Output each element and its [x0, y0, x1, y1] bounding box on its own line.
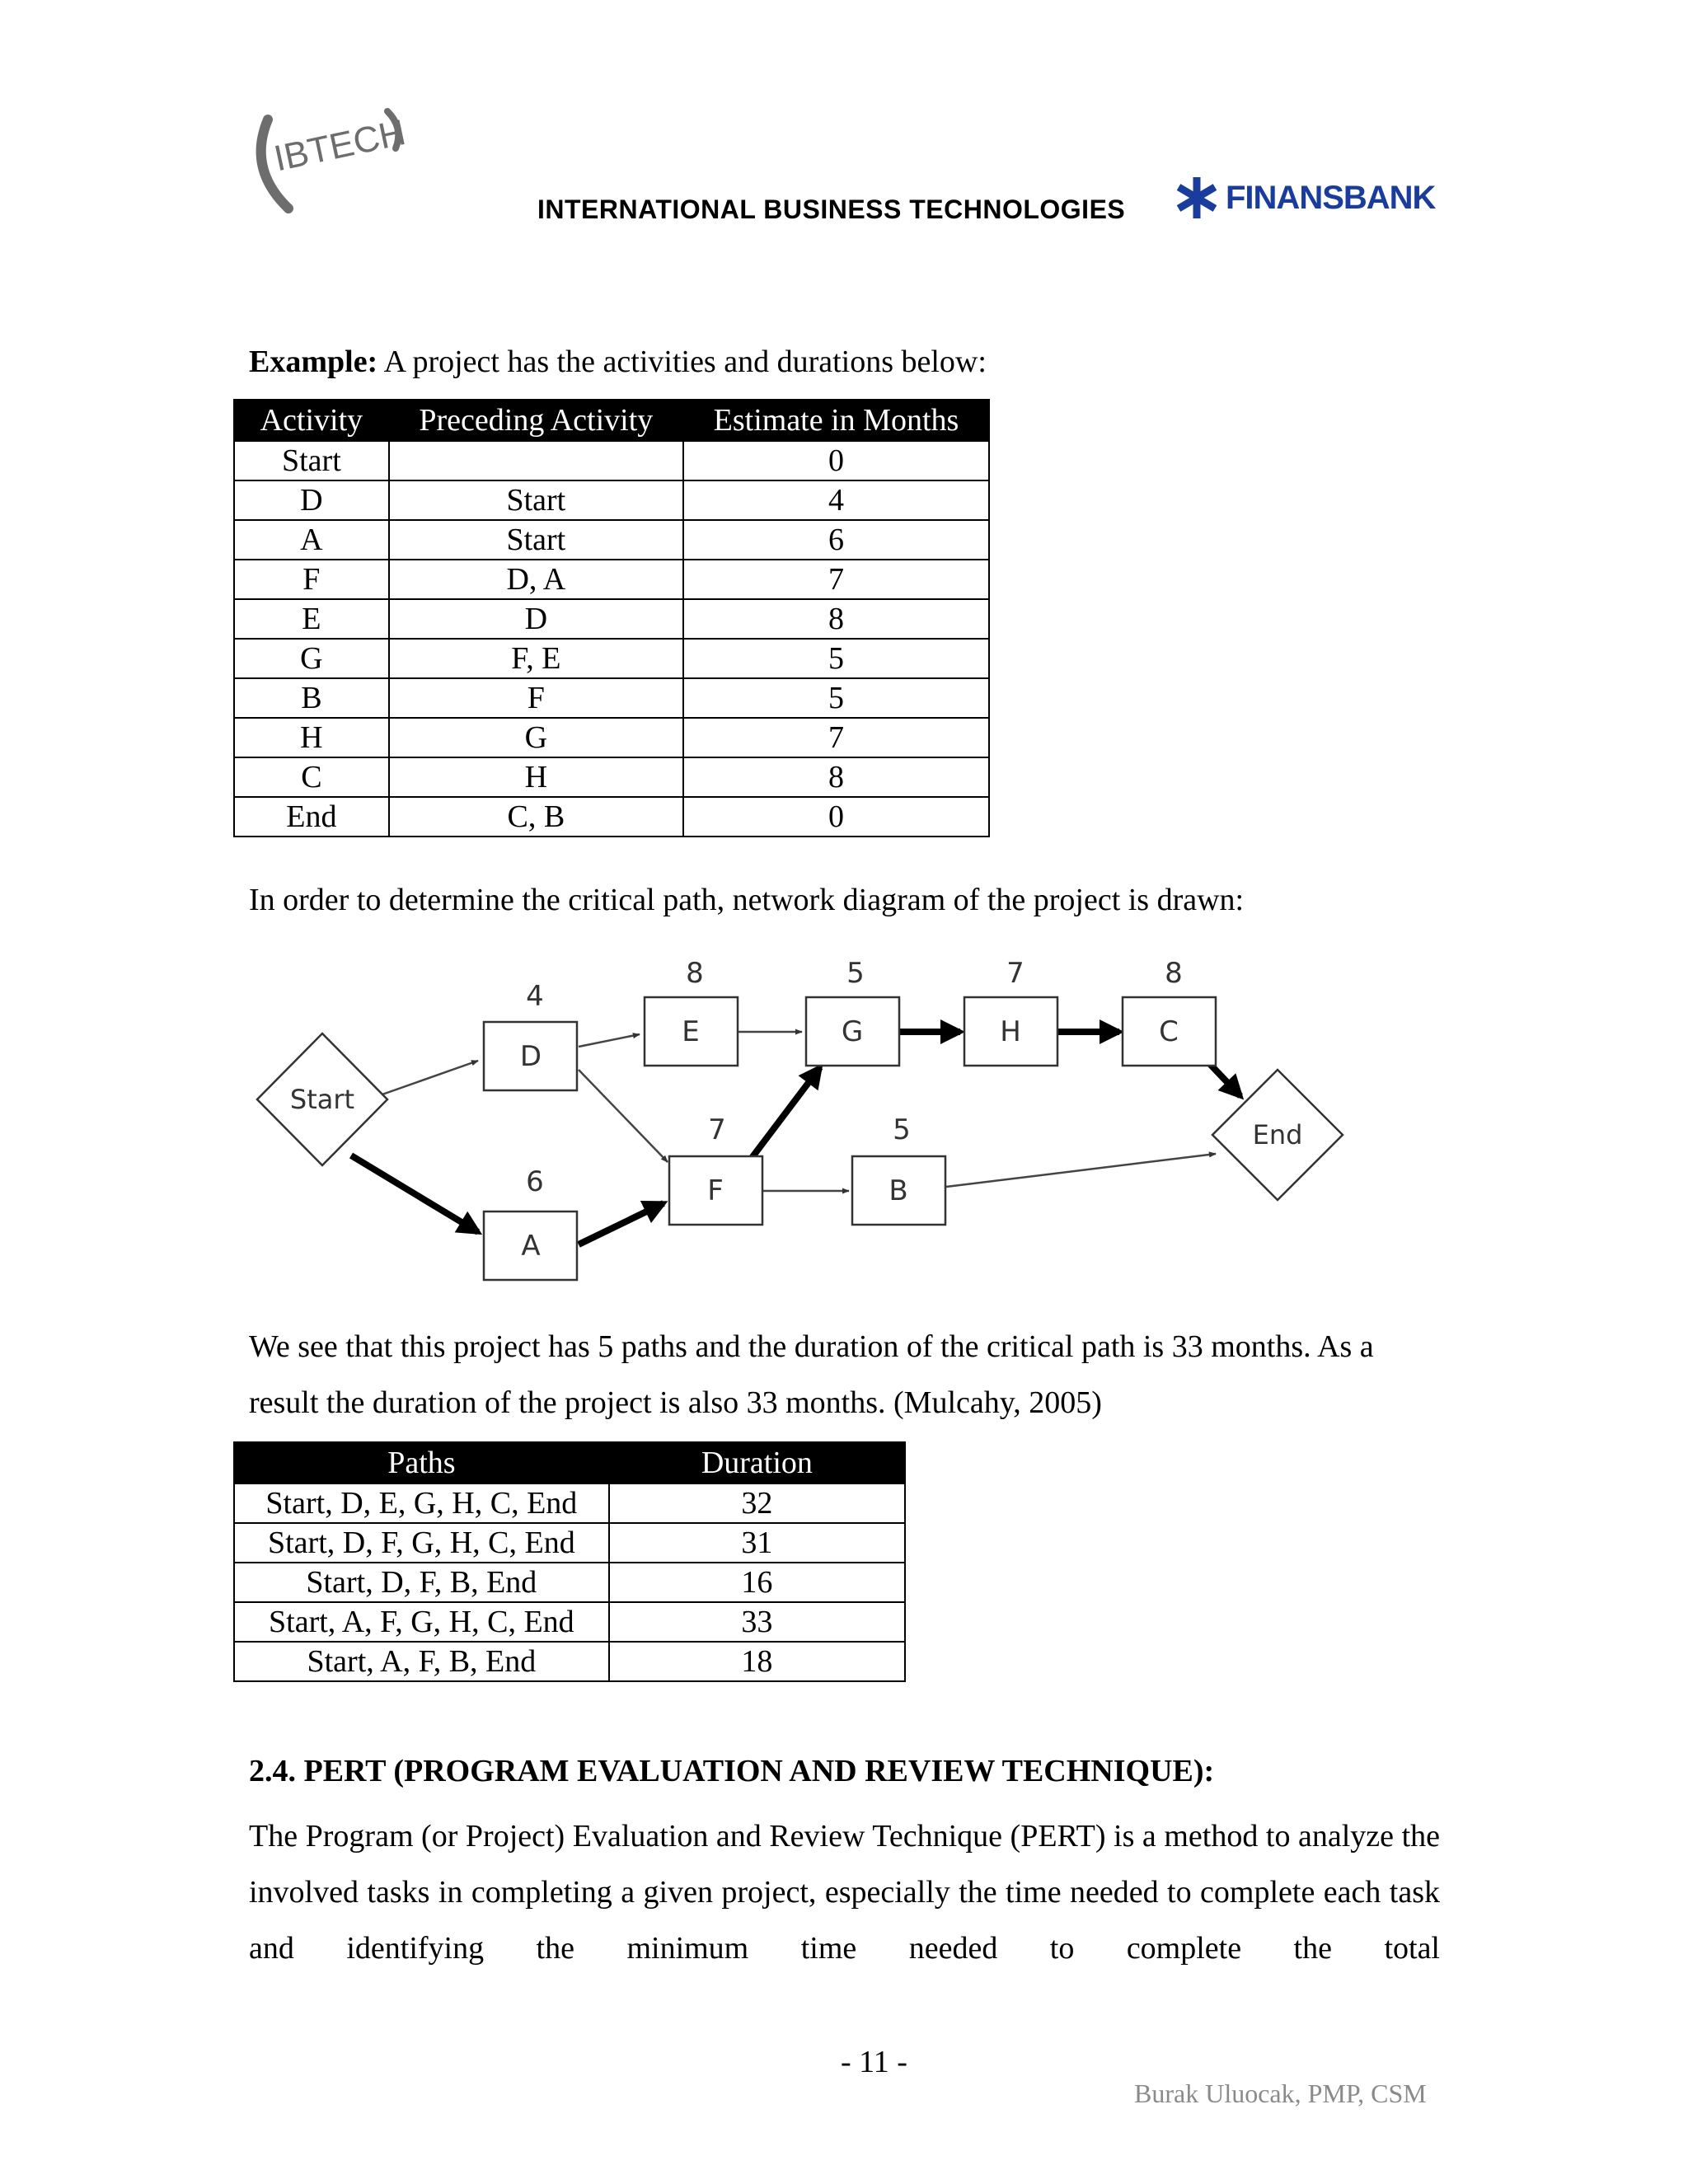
table-cell: D	[389, 599, 683, 639]
section-heading: 2.4. PERT (PROGRAM EVALUATION AND REVIEW TECHNIQUE):	[249, 1754, 1215, 1788]
table-cell: F	[234, 560, 389, 599]
table-cell: Start, A, F, B, End	[234, 1642, 609, 1681]
table-row	[234, 1523, 905, 1563]
table-row	[234, 441, 989, 480]
node-f-label: F	[707, 1174, 724, 1207]
table-cell: Start, A, F, G, H, C, End	[234, 1602, 609, 1642]
table-cell: A	[234, 520, 389, 560]
header-title: INTERNATIONAL BUSINESS TECHNOLOGIES	[537, 194, 1126, 224]
author-credit: Burak Uluocak, PMP, CSM	[1134, 2079, 1427, 2108]
table-row	[234, 757, 989, 797]
duration-a: 6	[526, 1165, 544, 1198]
table-row	[234, 1563, 905, 1602]
edge-d-f	[579, 1070, 668, 1162]
table-cell: 7	[683, 718, 989, 757]
table-cell: 8	[683, 599, 989, 639]
result-paragraph: We see that this project has 5 paths and the duration of the critical path is 33 months. As a result the duration of the project is also 33 months. (Mulcahy, 2005)	[249, 1329, 1374, 1420]
example-intro	[249, 334, 987, 390]
table-cell: G	[389, 718, 683, 757]
node-h-label: H	[1000, 1015, 1021, 1048]
ibtech-logo-text: IBTECH	[270, 111, 410, 180]
activity-table	[233, 399, 990, 837]
node-g-label: G	[841, 1015, 864, 1048]
edge-start-d	[377, 1061, 478, 1096]
duration-c: 8	[1165, 957, 1183, 990]
table-cell: 18	[609, 1642, 905, 1681]
edge-b-end	[946, 1154, 1216, 1187]
node-b-label: B	[889, 1174, 908, 1207]
table-cell: H	[234, 718, 389, 757]
column-header: Duration	[609, 1442, 905, 1483]
table-cell: 4	[683, 480, 989, 520]
table-row	[234, 678, 989, 718]
table-cell: Start, D, E, G, H, C, End	[234, 1483, 609, 1523]
table-cell: F, E	[389, 639, 683, 678]
example-text: A project has the activities and durations below:	[377, 344, 987, 379]
column-header: Preceding Activity	[389, 400, 683, 441]
duration-e: 8	[686, 957, 704, 990]
duration-h: 7	[1006, 957, 1025, 990]
column-header: Paths	[234, 1442, 609, 1483]
finansbank-wordmark: FINANSBANK	[1226, 179, 1436, 216]
table-cell: 32	[609, 1483, 905, 1523]
table-row	[234, 639, 989, 678]
table-row	[234, 599, 989, 639]
table-cell: 7	[683, 560, 989, 599]
asterisk-icon	[1175, 176, 1219, 220]
table-cell: E	[234, 599, 389, 639]
table-cell: Start, D, F, G, H, C, End	[234, 1523, 609, 1563]
table-cell: C, B	[389, 797, 683, 837]
table-row	[234, 560, 989, 599]
edge-a-f	[579, 1203, 663, 1244]
duration-g: 5	[846, 957, 865, 990]
edge-f-g	[752, 1067, 820, 1158]
table-cell: 31	[609, 1523, 905, 1563]
table-cell: 0	[683, 797, 989, 837]
node-d-label: D	[519, 1040, 542, 1073]
table-cell: 33	[609, 1602, 905, 1642]
finansbank-logo	[1175, 173, 1435, 223]
duration-d: 4	[526, 980, 544, 1013]
table-cell: End	[234, 797, 389, 837]
table-cell: D	[234, 480, 389, 520]
node-c-label: C	[1159, 1015, 1179, 1048]
table-row	[234, 1642, 905, 1681]
edge-d-e	[579, 1034, 640, 1047]
table-row	[234, 520, 989, 560]
table-row	[234, 797, 989, 837]
diagram-intro: In order to determine the critical path, network diagram of the project is drawn:	[249, 883, 1245, 917]
paths-table-header	[234, 1442, 905, 1483]
duration-b: 5	[893, 1113, 911, 1146]
table-cell: B	[234, 678, 389, 718]
table-row	[234, 1602, 905, 1642]
table-cell: F	[389, 678, 683, 718]
table-row	[234, 718, 989, 757]
table-cell: Start	[389, 520, 683, 560]
node-a-label: A	[521, 1230, 541, 1263]
column-header: Activity	[234, 400, 389, 441]
duration-f: 7	[708, 1113, 726, 1146]
table-cell: Start	[234, 441, 389, 480]
table-cell: 16	[609, 1563, 905, 1602]
table-cell: C	[234, 757, 389, 797]
table-cell: Start	[389, 480, 683, 520]
table-cell: D, A	[389, 560, 683, 599]
edge-c-end	[1207, 1062, 1240, 1096]
paths-table	[233, 1441, 906, 1682]
network-diagram	[247, 948, 1360, 1286]
table-cell: 5	[683, 639, 989, 678]
node-e-label: E	[682, 1015, 700, 1048]
node-end-label: End	[1252, 1119, 1303, 1151]
edge-start-a	[351, 1155, 478, 1232]
node-start-label: Start	[289, 1084, 355, 1115]
pert-paragraph: The Program (or Project) Evaluation and Review Technique (PERT) is a method to analyze the involved tasks in completing a given project, especially the time needed to complete each task and identifying the minimum time needed to complete the total	[249, 1819, 1440, 1966]
table-cell: 6	[683, 520, 989, 560]
table-cell: 0	[683, 441, 989, 480]
table-cell: 5	[683, 678, 989, 718]
page-number: - 11 -	[841, 2045, 907, 2079]
ibtech-logo	[243, 95, 424, 218]
table-cell	[389, 441, 683, 480]
table-cell: Start, D, F, B, End	[234, 1563, 609, 1602]
activity-table-header	[234, 400, 989, 441]
table-cell: 8	[683, 757, 989, 797]
column-header: Estimate in Months	[683, 400, 989, 441]
table-row	[234, 1483, 905, 1523]
example-label: Example:	[249, 344, 378, 379]
table-cell: G	[234, 639, 389, 678]
table-row	[234, 480, 989, 520]
table-cell: H	[389, 757, 683, 797]
